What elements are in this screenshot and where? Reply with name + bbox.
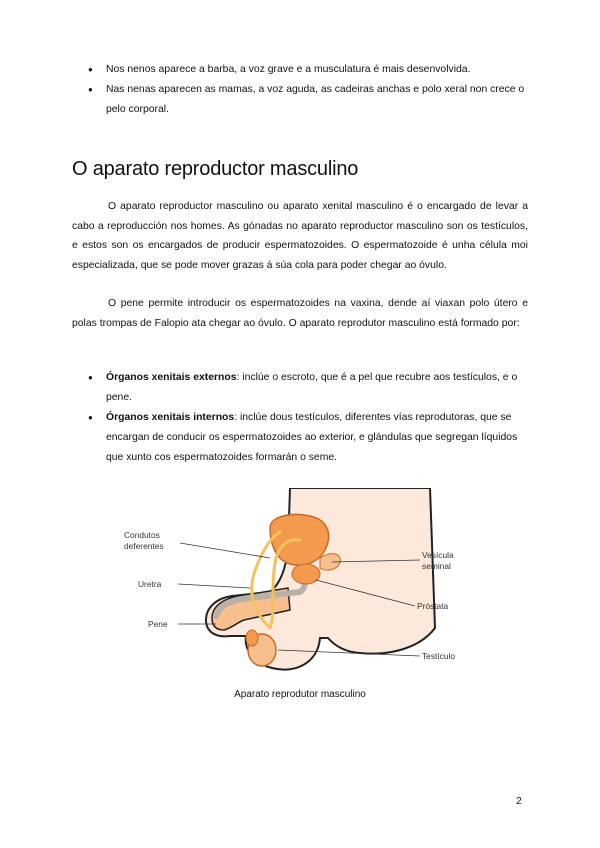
label-condutos-line2: deferentes [124, 541, 164, 551]
paragraph: O aparato reproductor masculino ou aparato xenital masculino é o encargado de levar a cabo a reproducción nos homes. As gónadas no aparato reproductor masculino son os testículos, e estos son os encargados de producir espermatozoides. O espermatozoide é unha célula moi especializada, que se pode mover grazas á súa cola para poder chegar ao óvulo. [72, 201, 528, 271]
bullet-text: : inclúe o escroto, que é a pel que recubre aos testículos, e o pene. [106, 372, 518, 403]
label-prostata: Próstata [417, 601, 449, 611]
section-heading: O aparato reproductor masculino [72, 158, 359, 180]
paragraph: O pene permite introducir os espermatozoides na vaxina, dende aí viaxan polo útero e polas trompas de Falopio ata chegar ao óvulo. O aparato reprodutor masculino está formado por: [72, 298, 528, 329]
epididymis [246, 630, 258, 646]
label-condutos-line1: Condutos [124, 530, 160, 540]
label-vesicula-line2: seminal [422, 561, 451, 571]
list-item: ● Nos nenos aparece a barba, a voz grave e a musculatura é mais desenvolvida. [88, 60, 528, 80]
intro-bullet-list [88, 60, 528, 120]
list-item [88, 408, 528, 468]
figure-caption: Aparato reprodutor masculino [234, 689, 366, 700]
body-silhouette [206, 488, 435, 670]
bullet-term: Órganos xenitais externos [106, 372, 237, 383]
anatomy-illustration [120, 488, 480, 678]
page-number: 2 [516, 796, 522, 807]
list-item: ● Nas nenas aparecen as mamas, a voz aguda, as cadeiras anchas e polo xeral non crece o pelo corporal. [88, 80, 528, 120]
anatomy-figure [120, 488, 480, 678]
bullet-term: Órganos xenitais internos [106, 412, 235, 423]
label-vesicula-line1: Vesícula [422, 550, 454, 560]
label-uretra: Uretra [138, 579, 162, 589]
organ-bullet-list [88, 368, 528, 468]
label-testiculo: Testículo [422, 651, 456, 661]
list-item [88, 368, 528, 408]
bullet-text: : inclúe dous testículos, diferentes vías reprodutoras, que se encargan de conducir os espermatozoides ao exterior, e glándulas que segregan líquidos que xunto cos espermatozoides formarán o seme. [106, 412, 518, 463]
prostate [292, 564, 320, 584]
label-pene: Pene [148, 619, 168, 629]
